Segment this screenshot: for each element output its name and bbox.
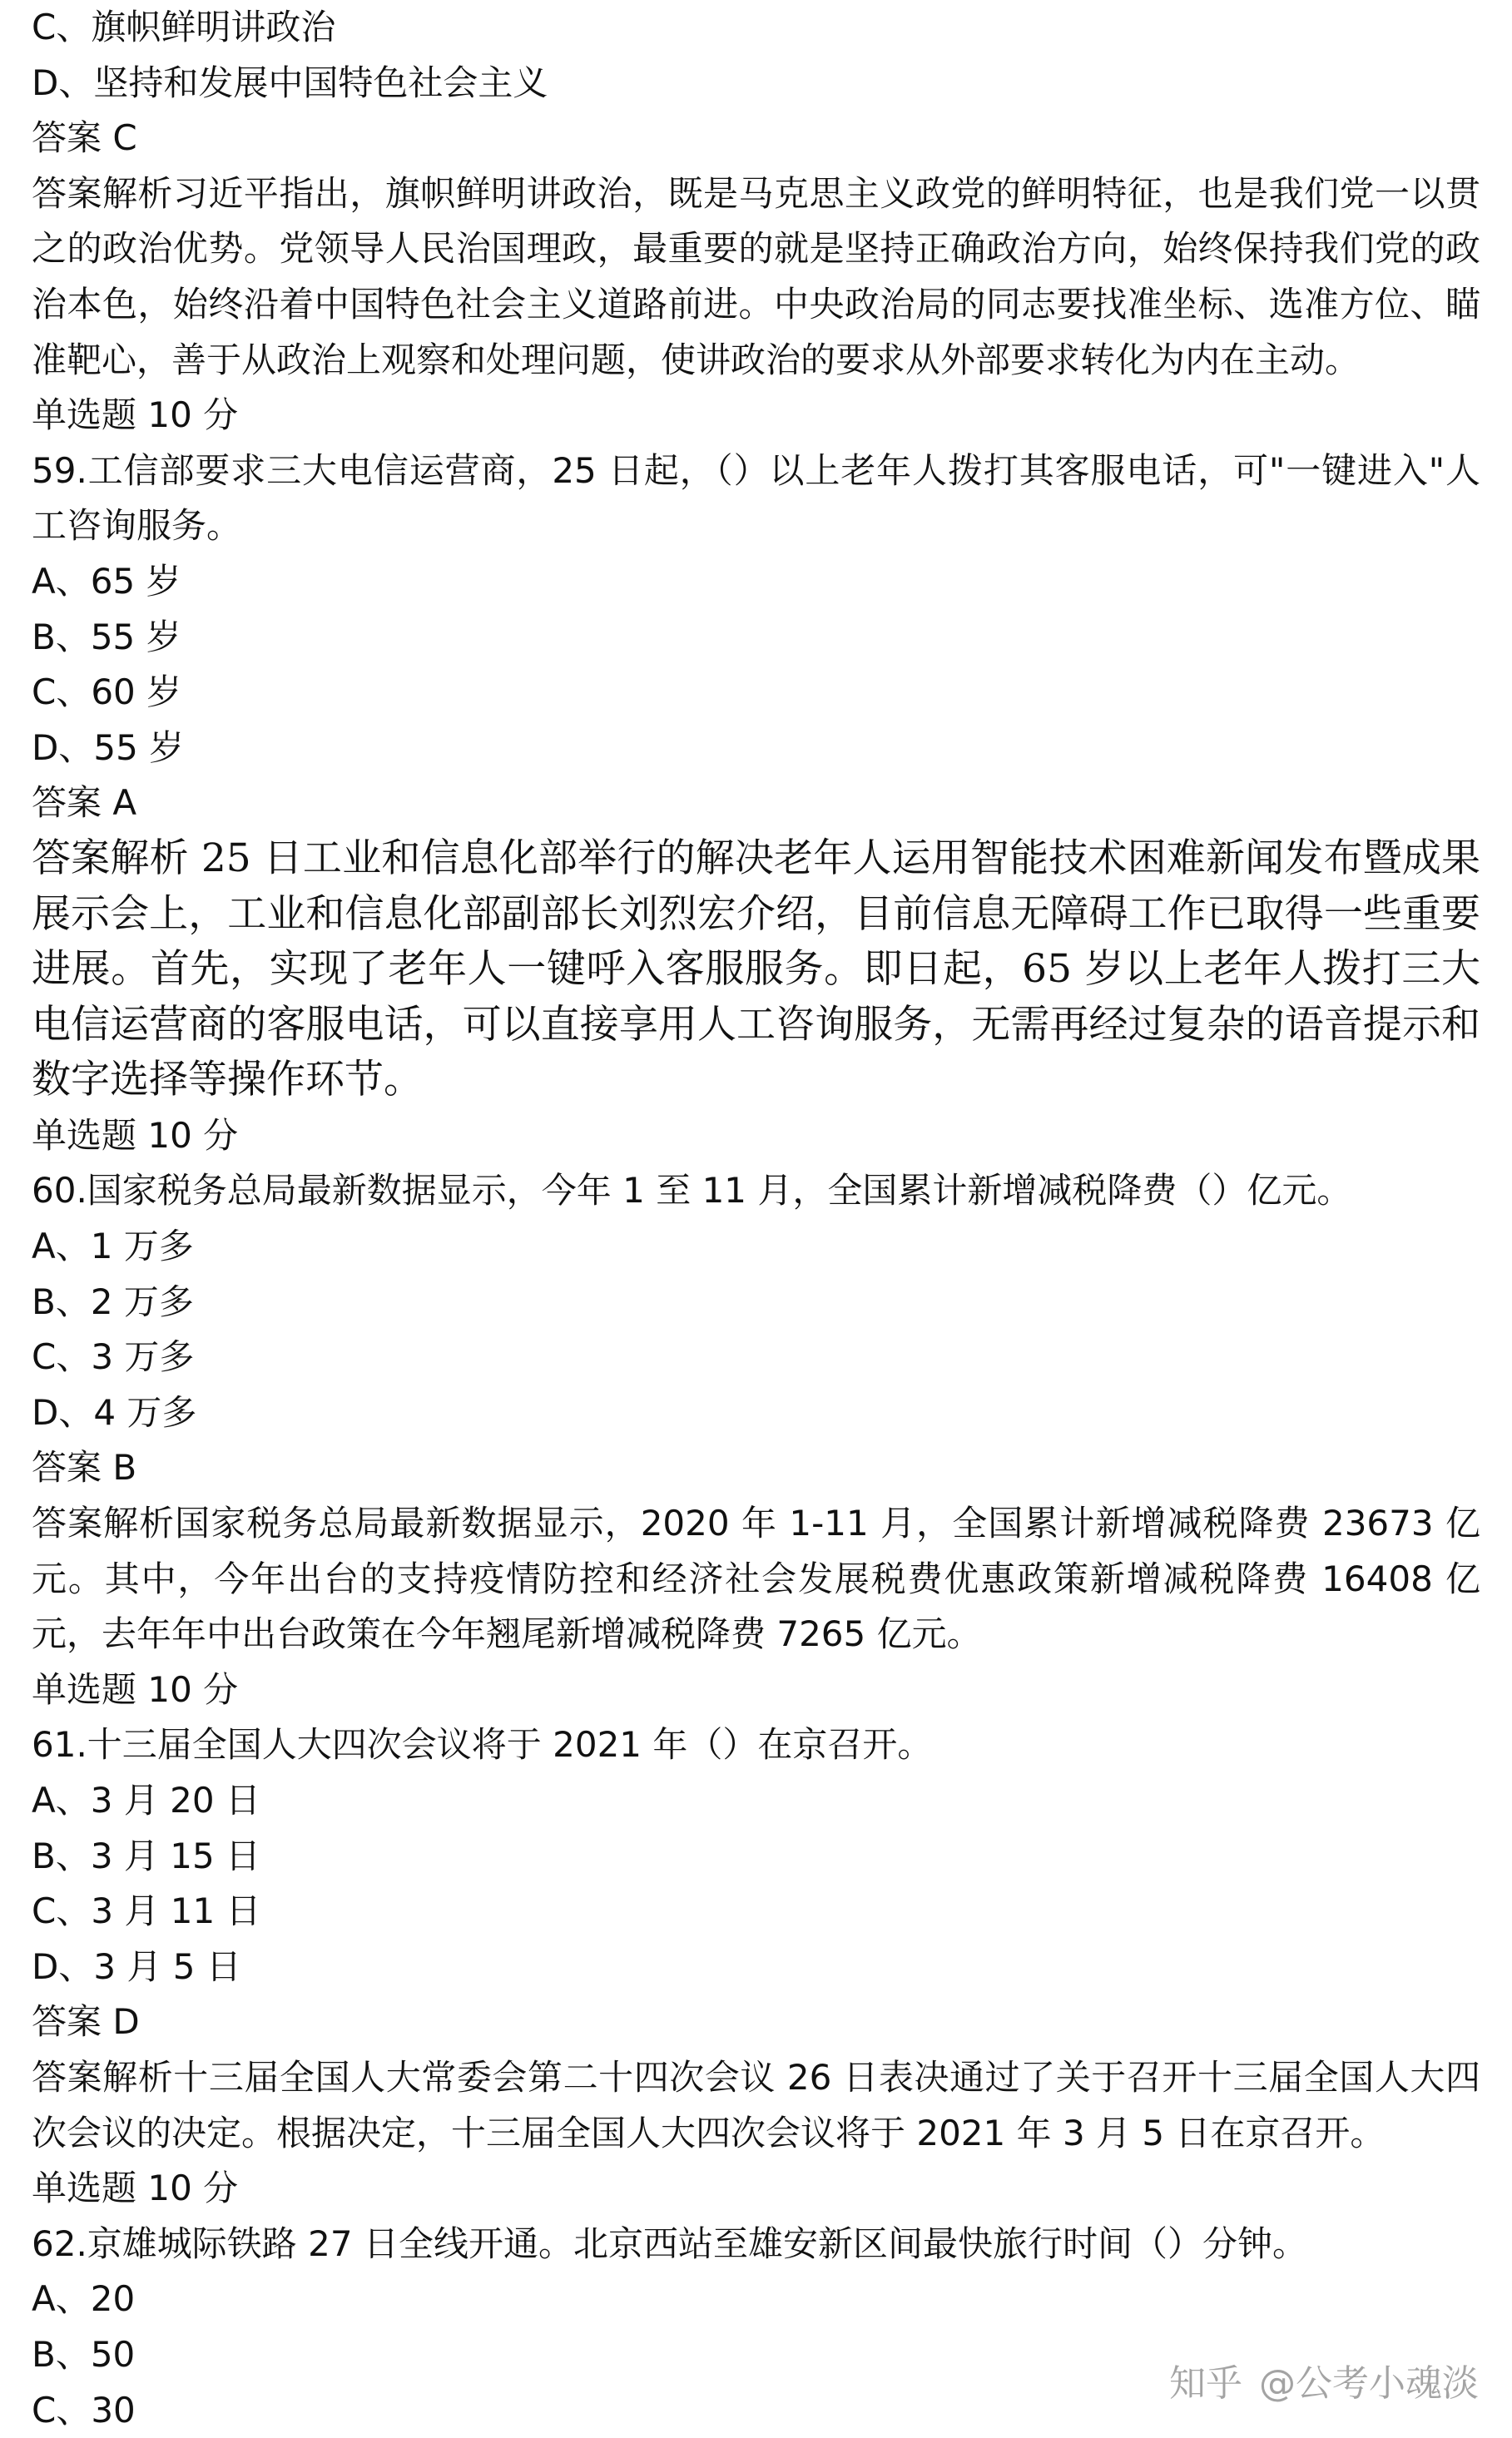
watermark-author: @公考小魂淡	[1259, 2362, 1479, 2405]
zhihu-watermark	[1169, 2359, 1479, 2409]
q60-answer: 答案 B	[32, 1447, 137, 1489]
q60-option-a: A、1 万多	[32, 1226, 194, 1267]
q58-answer: 答案 C	[32, 117, 137, 159]
q60-option-b: B、2 万多	[32, 1281, 194, 1322]
q60-option-d: D、4 万多	[32, 1391, 197, 1433]
q61-option-c: C、3 月 11 日	[32, 1890, 261, 1932]
q60-question: 60.国家税务总局最新数据显示，今年 1 至 11 月，全国累计新增减税降费（）亿元。	[32, 1170, 1352, 1212]
q62-option-b: B、50	[32, 2333, 136, 2375]
q58-option-c: C、旗帜鲜明讲政治	[32, 7, 336, 47]
q62-option-a: A、20	[32, 2278, 136, 2320]
q59-type: 单选题 10 分	[32, 394, 239, 436]
q58-option-d: D、坚持和发展中国特色社会主义	[32, 62, 548, 103]
q61-type: 单选题 10 分	[32, 1668, 239, 1710]
q61-explanation: 答案解析十三届全国人大常委会第二十四次会议 26 日表决通过了关于召开十三届全国人大四次会议的决定。根据决定，十三届全国人大四次会议将于 2021 年 3 月 5 日在京召开。	[32, 2056, 1480, 2153]
q61-option-a: A、3 月 20 日	[32, 1780, 260, 1821]
q59-explanation: 答案解析 25 日工业和信息化部举行的解决老年人运用智能技术困难新闻发布暨成果展示会上，工业和信息化部副部长刘烈宏介绍，目前信息无障碍工作已取得一些重要进展。首先，实现了老年人一键呼入客服服务。即日起，65 岁以上老年人拨打三大电信运营商的客服电话，可以直接享用人工咨询服务，无需再经过复杂的语音提示和数字选择等操作环节。	[32, 835, 1480, 1103]
q62-type: 单选题 10 分	[32, 2168, 239, 2209]
q59-answer: 答案 A	[32, 782, 137, 824]
q61-option-b: B、3 月 15 日	[32, 1835, 261, 1876]
q60-explanation: 答案解析国家税务总局最新数据显示，2020 年 1-11 月，全国累计新增减税降费 23673 亿元。其中，今年出台的支持疫情防控和经济社会发展税费优惠政策新增减税降费 16408 亿元，去年年中出台政策在今年翘尾新增减税降费 7265 亿元。	[32, 1503, 1480, 1655]
q59-option-a: A、65 岁	[32, 560, 181, 602]
q62-question: 62.京雄城际铁路 27 日全线开通。北京西站至雄安新区间最快旅行时间（）分钟。	[32, 2222, 1307, 2264]
q60-type: 单选题 10 分	[32, 1114, 239, 1156]
q59-option-b: B、55 岁	[32, 616, 181, 657]
q61-option-d: D、3 月 5 日	[32, 1945, 241, 1987]
q61-question: 61.十三届全国人大四次会议将于 2021 年（）在京召开。	[32, 1724, 933, 1766]
q59-question: 59.工信部要求三大电信运营商，25 日起，（）以上老年人拨打其客服电话，可"一键进入"人工咨询服务。	[32, 449, 1480, 547]
q61-answer: 答案 D	[32, 2001, 140, 2043]
q59-option-c: C、60 岁	[32, 671, 182, 713]
q60-option-c: C、3 万多	[32, 1336, 195, 1378]
q59-option-d: D、55 岁	[32, 726, 185, 768]
watermark-site: 知乎	[1169, 2362, 1242, 2405]
q62-option-c: C、30	[32, 2389, 136, 2431]
q58-explanation: 答案解析习近平指出，旗帜鲜明讲政治，既是马克思主义政党的鲜明特征，也是我们党一以贯之的政治优势。党领导人民治国理政，最重要的就是坚持正确政治方向，始终保持我们党的政治本色，始终沿着中国特色社会主义道路前进。中央政治局的同志要找准坐标、选准方位、瞄准靶心，善于从政治上观察和处理问题，使讲政治的要求从外部要求转化为内在主动。	[32, 172, 1480, 380]
